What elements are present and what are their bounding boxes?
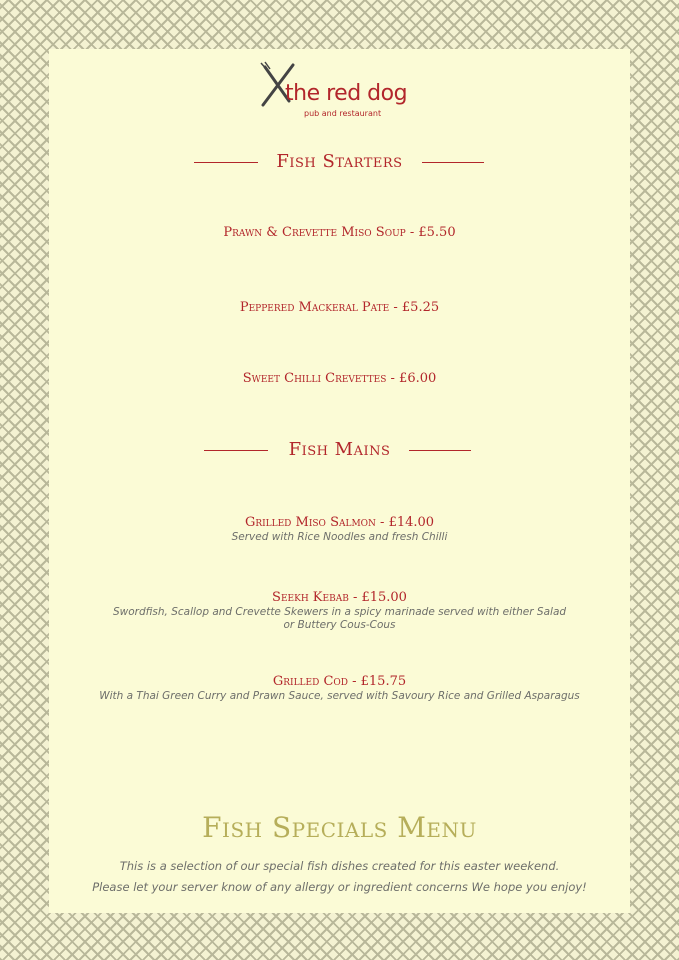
menu-item-description: or Buttery Cous-Cous xyxy=(283,619,396,631)
menu-title: Fish Specials Menu xyxy=(202,811,477,844)
mains-rule-right xyxy=(409,450,471,451)
footer-note: This is a selection of our special fish dishes created for this easter weekend. xyxy=(119,859,560,873)
menu-item-name: Seekh Kebab - £15.00 xyxy=(272,590,407,605)
menu-item xyxy=(49,515,630,544)
menu-item-name: Prawn & Crevette Miso Soup - £5.50 xyxy=(223,225,456,240)
starters-heading: Fish Starters xyxy=(276,151,403,172)
menu-item-name: Grilled Cod - £15.75 xyxy=(272,674,407,689)
menu-item xyxy=(49,371,630,387)
menu-panel xyxy=(49,49,630,913)
menu-item-description: Swordfish, Scallop and Crevette Skewers in a spicy marinade served with either Salad xyxy=(112,606,567,618)
menu-item xyxy=(49,300,630,316)
menu-item-name: Sweet Chilli Crevettes - £6.00 xyxy=(242,371,437,386)
brand-name: the red dog xyxy=(285,81,408,106)
footer-note: Please let your server know of any allergy or ingredient concerns We hope you enjoy! xyxy=(92,880,587,894)
menu-item-name: Grilled Miso Salmon - £14.00 xyxy=(244,515,435,530)
menu-item xyxy=(49,674,630,703)
menu-item-description: With a Thai Green Curry and Prawn Sauce, served with Savoury Rice and Grilled Asparagus xyxy=(99,690,580,702)
mains-heading: Fish Mains xyxy=(288,439,391,460)
brand-subtitle: pub and restaurant xyxy=(304,109,382,118)
menu-item xyxy=(49,225,630,241)
menu-item-name: Peppered Mackeral Pate - £5.25 xyxy=(239,300,440,315)
starters-rule-right xyxy=(422,162,484,163)
menu-item xyxy=(49,590,630,632)
restaurant-logo xyxy=(259,61,419,121)
menu-item-description: Served with Rice Noodles and fresh Chilli xyxy=(231,531,448,543)
